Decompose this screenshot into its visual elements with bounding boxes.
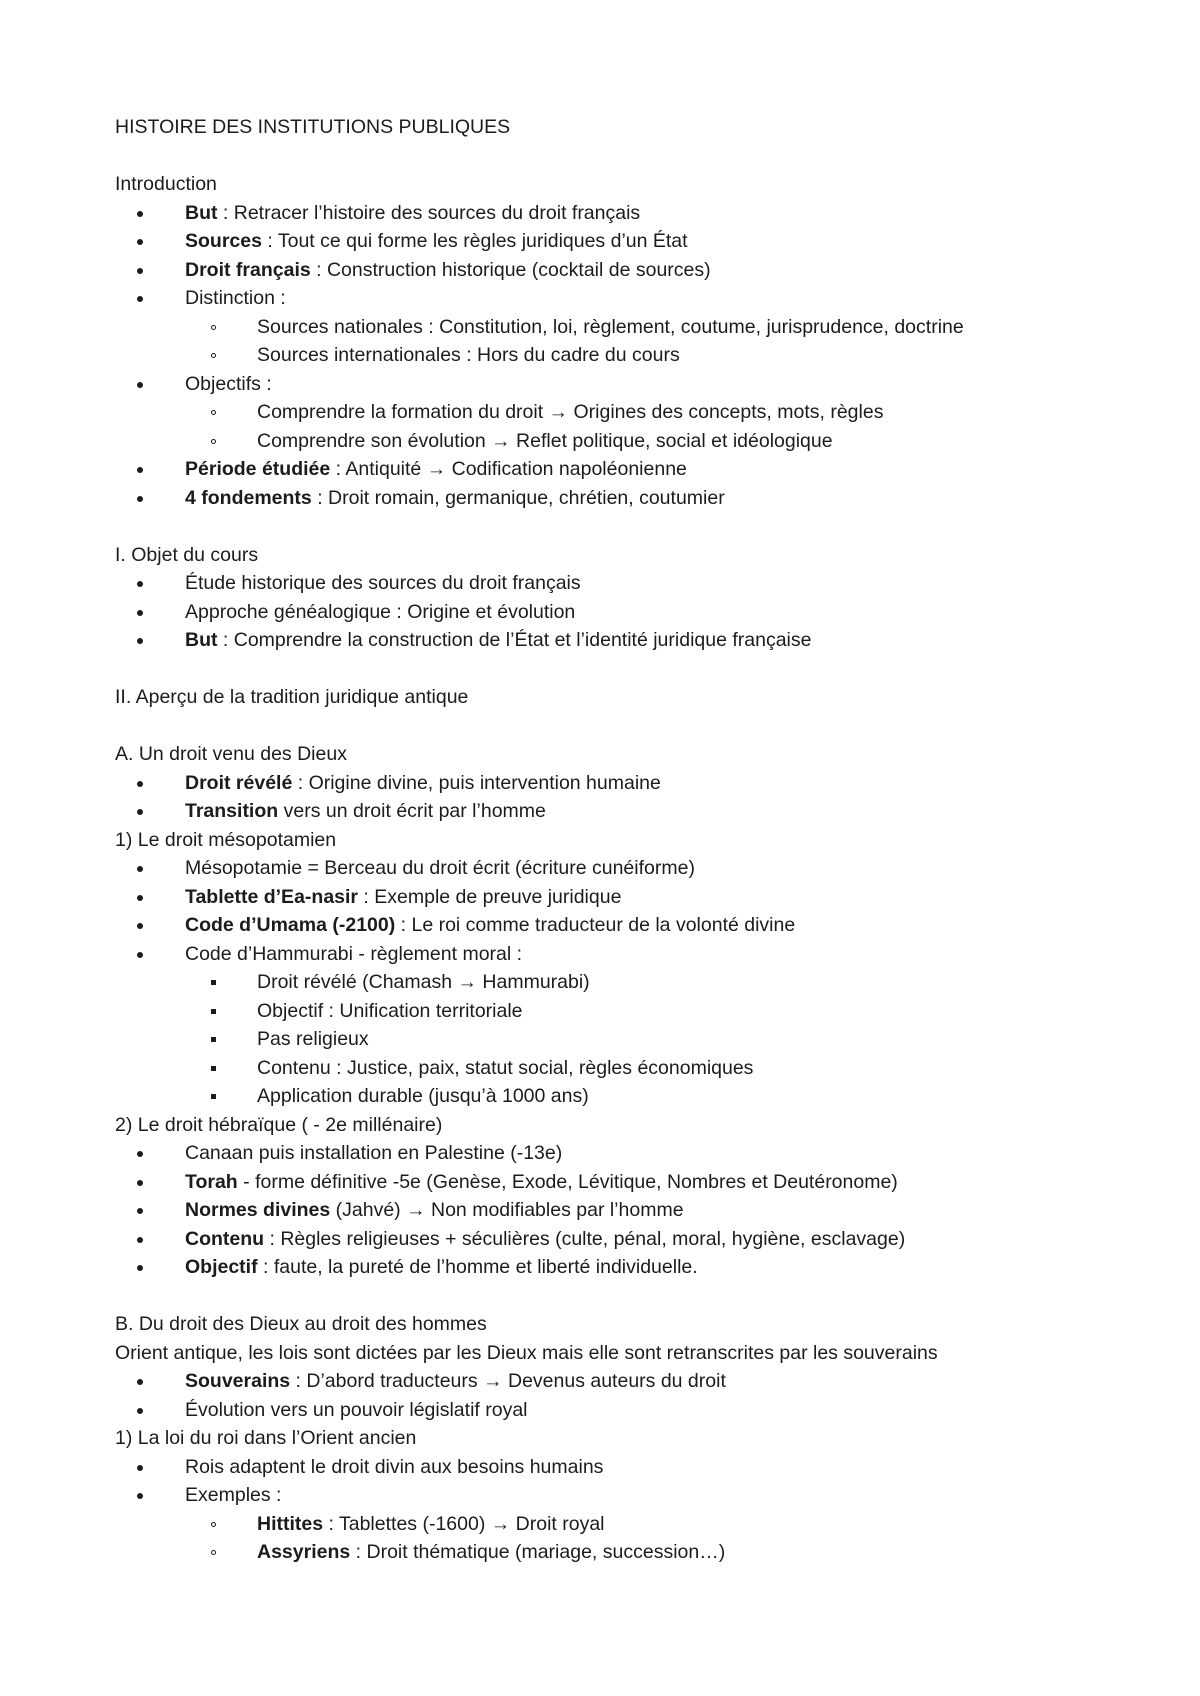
list-item <box>115 455 1200 484</box>
sub-list-item: Sources nationales : Constitution, loi, règlement, coutume, jurisprudence, doctrine <box>115 313 1200 342</box>
term: Objectif <box>185 1256 258 1278</box>
sub-list-item: Droit révélé (Chamash → Hammurabi) <box>115 968 1200 997</box>
list-item: Distinction : <box>115 284 1200 313</box>
item-text: - forme définitive -5e (Genèse, Exode, Lévitique, Nombres et Deutéronome) <box>237 1170 898 1193</box>
item-text: : D’abord traducteurs → Devenus auteurs du droit <box>290 1370 726 1392</box>
sub-list-item: Objectif : Unification territoriale <box>115 997 1200 1026</box>
term: But <box>185 201 218 224</box>
list-item <box>115 256 1200 285</box>
spacer <box>115 1282 1200 1311</box>
sub-list-item: Pas religieux <box>115 1025 1200 1054</box>
sub-list-item: Comprendre la formation du droit → Origines des concepts, mots, règles <box>115 398 1200 427</box>
list-item <box>115 227 1200 256</box>
term: Contenu <box>185 1227 265 1250</box>
sub-list-item: Sources internationales : Hors du cadre du cours <box>115 341 1200 370</box>
list-item <box>115 1168 1200 1197</box>
item-text: : Droit thématique (mariage, succession…) <box>350 1541 726 1563</box>
item-text: : Origine divine, puis intervention humaine <box>292 771 661 794</box>
spacer <box>115 712 1200 741</box>
item-text: : Droit romain, germanique, chrétien, coutumier <box>311 486 725 509</box>
term: Code d’Umama (-2100) <box>185 914 396 936</box>
spacer <box>115 142 1200 171</box>
term: Torah <box>185 1170 238 1193</box>
section-heading: I. Objet du cours <box>115 543 259 566</box>
list-item <box>115 883 1200 912</box>
paragraph: Orient antique, les lois sont dictées par les Dieux mais elle sont retranscrites par les souverains <box>115 1341 938 1364</box>
term: Souverains <box>185 1370 291 1392</box>
item-text: vers un droit écrit par l’homme <box>278 800 546 822</box>
item-text: : Construction historique (cocktail de sources) <box>310 258 711 281</box>
subsection-heading: 2) Le droit hébraïque ( - 2e millénaire) <box>115 1113 443 1136</box>
sub-list-item: Comprendre son évolution → Reflet politique, social et idéologique <box>115 427 1200 456</box>
item-text: : faute, la pureté de l’homme et liberté individuelle. <box>257 1256 698 1278</box>
spacer <box>115 655 1200 684</box>
intro-heading: Introduction <box>115 173 217 195</box>
item-text: : Tablettes (-1600) → Droit royal <box>323 1512 605 1535</box>
list-item: Approche généalogique : Origine et évolution <box>115 598 1200 627</box>
term: 4 fondements <box>185 486 312 509</box>
list-item: Évolution vers un pouvoir législatif royal <box>115 1396 1200 1425</box>
item-text: : Le roi comme traducteur de la volonté divine <box>395 914 796 936</box>
term: Hittites <box>257 1512 324 1535</box>
term: Droit révélé <box>185 771 293 794</box>
list-item <box>115 1225 1200 1254</box>
subsection-heading: B. Du droit des Dieux au droit des hommes <box>115 1313 487 1335</box>
list-item <box>115 911 1200 940</box>
term: Période étudiée <box>185 458 331 480</box>
item-text: : Retracer l’histoire des sources du droit français <box>217 201 641 224</box>
item-text: : Tout ce qui forme les règles juridiques d’un État <box>261 230 688 252</box>
section-heading: II. Aperçu de la tradition juridique antique <box>115 686 469 708</box>
term: Tablette d’Ea-nasir <box>185 885 359 908</box>
list-item: Canaan puis installation en Palestine (-13e) <box>115 1139 1200 1168</box>
sub-list-item: Contenu : Justice, paix, statut social, règles économiques <box>115 1054 1200 1083</box>
list-item: Exemples : <box>115 1481 1200 1510</box>
spacer <box>115 512 1200 541</box>
item-text: (Jahvé) → Non modifiables par l’homme <box>330 1199 684 1221</box>
list-item <box>115 1367 1200 1396</box>
term: But <box>185 629 218 651</box>
list-item <box>115 769 1200 798</box>
subsection-heading: 1) La loi du roi dans l’Orient ancien <box>115 1427 417 1449</box>
item-text: : Comprendre la construction de l’État et l’identité juridique française <box>217 629 812 651</box>
document-title: HISTOIRE DES INSTITUTIONS PUBLIQUES <box>115 116 511 138</box>
list-item <box>115 1253 1200 1282</box>
sub-list-item <box>115 1538 1200 1567</box>
list-item: Mésopotamie = Berceau du droit écrit (écriture cunéiforme) <box>115 854 1200 883</box>
list-item: Code d’Hammurabi - règlement moral : <box>115 940 1200 969</box>
list-item <box>115 199 1200 228</box>
term: Assyriens <box>257 1541 351 1563</box>
item-text: : Règles religieuses + séculières (culte, pénal, moral, hygiène, esclavage) <box>264 1227 906 1250</box>
list-item <box>115 626 1200 655</box>
sub-list-item: Application durable (jusqu’à 1000 ans) <box>115 1082 1200 1111</box>
sub-list-item <box>115 1510 1200 1539</box>
item-text: : Exemple de preuve juridique <box>358 885 622 908</box>
subsection-heading: A. Un droit venu des Dieux <box>115 743 347 765</box>
term: Normes divines <box>185 1199 331 1221</box>
list-item: Rois adaptent le droit divin aux besoins humains <box>115 1453 1200 1482</box>
item-text: : Antiquité → Codification napoléonienne <box>330 458 687 480</box>
term: Droit français <box>185 258 311 281</box>
list-item: Objectifs : <box>115 370 1200 399</box>
list-item: Étude historique des sources du droit français <box>115 569 1200 598</box>
term: Transition <box>185 800 279 822</box>
list-item <box>115 1196 1200 1225</box>
term: Sources <box>185 230 262 252</box>
list-item <box>115 484 1200 513</box>
subsection-heading: 1) Le droit mésopotamien <box>115 828 337 851</box>
list-item <box>115 797 1200 826</box>
